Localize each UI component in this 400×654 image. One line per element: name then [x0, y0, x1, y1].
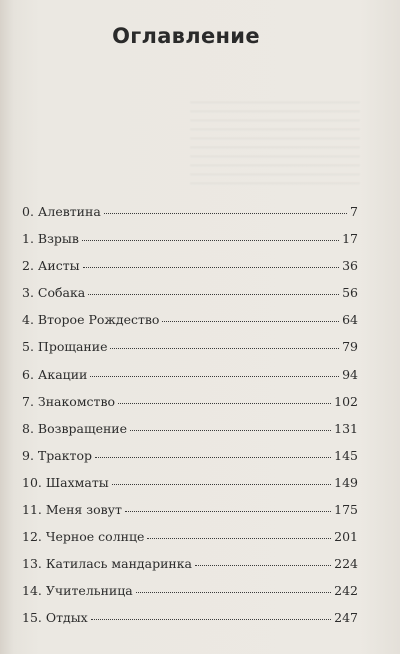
chapter-number: 14.: [22, 583, 42, 599]
page-number: 201: [334, 529, 358, 545]
chapter-number: 3.: [22, 285, 34, 301]
page-number: 102: [334, 393, 358, 409]
dot-leader: [82, 240, 339, 241]
chapter-title: Прощание: [37, 339, 108, 355]
chapter-number: 12.: [22, 529, 42, 545]
chapter-title: Катилась мандаринка: [45, 556, 193, 572]
dot-leader: [118, 403, 331, 404]
chapter-number: 0.: [22, 204, 34, 219]
dot-leader: [125, 511, 331, 512]
page-number: 131: [334, 420, 358, 436]
chapter-number: 1.: [22, 231, 34, 247]
chapter-title: Второе Рождество: [37, 312, 160, 328]
dot-leader: [110, 348, 339, 349]
chapter-number: 13.: [22, 556, 42, 572]
chapter-title: Акации: [37, 366, 88, 382]
toc-entry: [22, 583, 358, 610]
toc-entry: [22, 475, 358, 502]
dot-leader: [95, 457, 331, 458]
dot-leader: [195, 565, 331, 566]
dot-leader: [136, 592, 331, 593]
toc-entry: [22, 448, 358, 475]
page-number: 149: [334, 474, 358, 490]
chapter-title: Алевтина: [37, 204, 101, 219]
toc-entry: [22, 529, 358, 556]
chapter-title: Шахматы: [45, 474, 109, 490]
dot-leader: [91, 619, 331, 620]
dot-leader: [112, 484, 331, 485]
page-number: 56: [342, 285, 358, 301]
chapter-title: Учительница: [45, 583, 133, 599]
toc-entry: [22, 610, 358, 637]
toc-entry: [22, 231, 358, 258]
table-of-contents: [22, 204, 358, 638]
page-number: 224: [334, 556, 358, 572]
page-number: 17: [342, 231, 358, 247]
toc-entry: [22, 394, 358, 421]
toc-entry: [22, 285, 358, 312]
page-number: 145: [334, 447, 358, 463]
chapter-title: Отдых: [45, 610, 88, 626]
page-number: 79: [342, 339, 358, 355]
dot-leader: [147, 538, 331, 539]
toc-entry: [22, 312, 358, 339]
page-number: 64: [342, 312, 358, 328]
chapter-title: Меня зовут: [45, 502, 122, 518]
chapter-title: Взрыв: [37, 231, 79, 247]
show-through-text: [190, 95, 360, 185]
chapter-number: 8.: [22, 420, 34, 436]
chapter-number: 9.: [22, 447, 34, 463]
dot-leader: [88, 294, 339, 295]
dot-leader: [130, 430, 331, 431]
chapter-number: 7.: [22, 393, 34, 409]
toc-entry: [22, 258, 358, 285]
chapter-number: 10.: [22, 474, 42, 490]
dot-leader: [83, 267, 340, 268]
toc-entry: [22, 367, 358, 394]
page-number: 94: [342, 366, 358, 382]
chapter-number: 6.: [22, 366, 34, 382]
page-number: 175: [334, 502, 358, 518]
page-number: 36: [342, 258, 358, 274]
chapter-number: 5.: [22, 339, 34, 355]
toc-entry: [22, 421, 358, 448]
chapter-number: 15.: [22, 610, 42, 626]
toc-entry: [22, 556, 358, 583]
page-title: Оглавление: [112, 24, 260, 48]
page-number: 247: [334, 610, 358, 626]
chapter-title: Черное солнце: [45, 529, 145, 545]
chapter-title: Собака: [37, 285, 86, 301]
page-number: 7: [350, 204, 358, 219]
toc-entry: [22, 204, 358, 231]
chapter-title: Возвращение: [37, 420, 128, 436]
chapter-title: Аисты: [37, 258, 80, 274]
chapter-number: 2.: [22, 258, 34, 274]
chapter-number: 11.: [22, 502, 42, 518]
page-number: 242: [334, 583, 358, 599]
dot-leader: [162, 321, 339, 322]
chapter-title: Трактор: [37, 447, 92, 463]
toc-entry: [22, 502, 358, 529]
chapter-number: 4.: [22, 312, 34, 328]
chapter-title: Знакомство: [37, 393, 116, 409]
dot-leader: [104, 213, 347, 214]
dot-leader: [90, 376, 339, 377]
toc-entry: [22, 339, 358, 366]
